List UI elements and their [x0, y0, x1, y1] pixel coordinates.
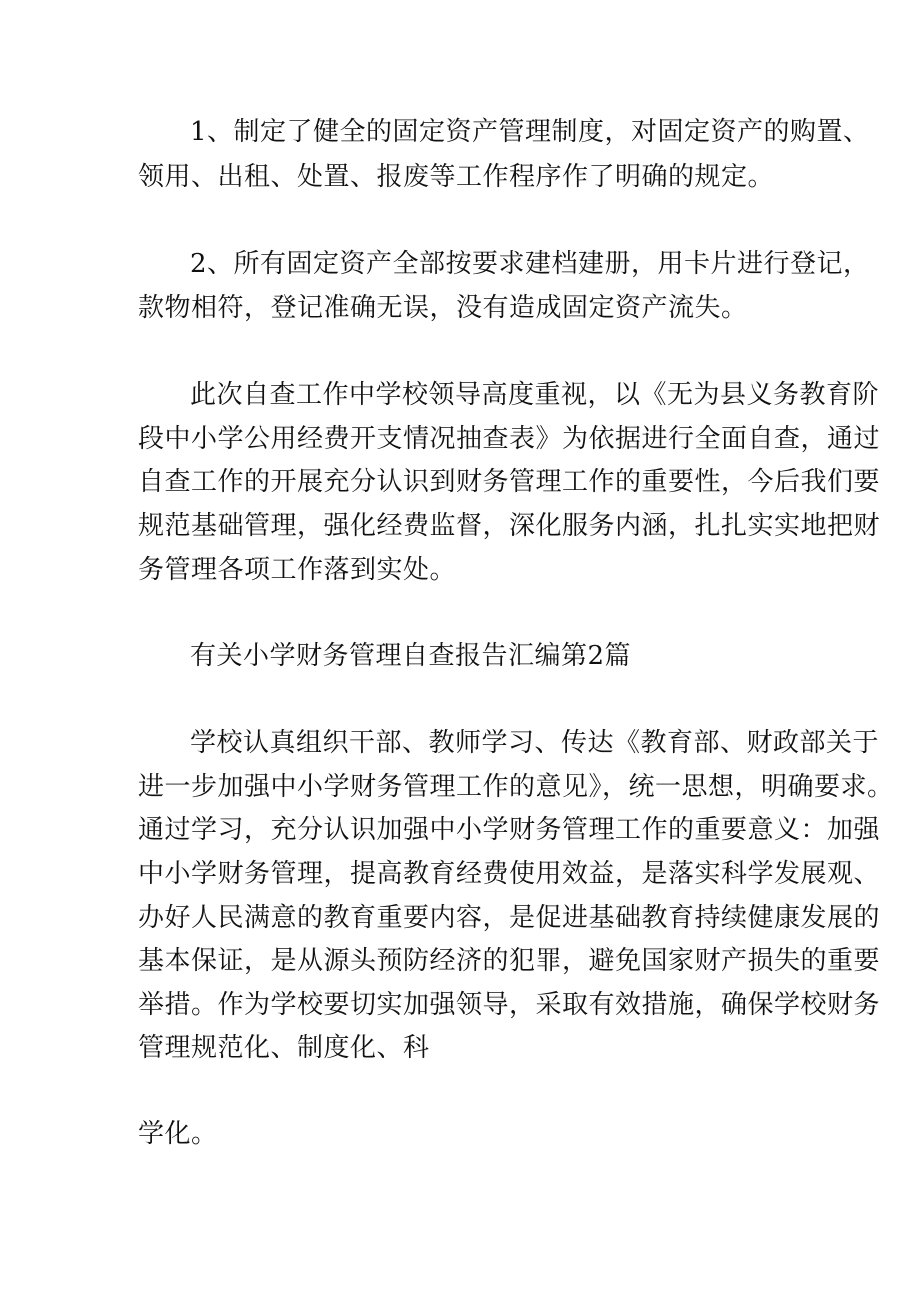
paragraph-2-line-2: 款物相符，登记准确无误，没有造成固定资产流失。 [138, 293, 748, 323]
paragraph-3-line-4: 规范基础管理，强化经费监督，深化服务内涵，扎扎实实地把财 [138, 511, 881, 541]
paragraph-4-line-2: 进一步加强中小学财务管理工作的意见》，统一思想，明确要求。 [138, 772, 894, 802]
paragraph-3-line-2: 段中小学公用经费开支情况抽查表》为依据进行全面自查，通过 [138, 424, 881, 454]
paragraph-4-line-7: 举措。作为学校要切实加强领导，采取有效措施，确保学校财务 [138, 990, 881, 1020]
paragraph-4-line-1: 学校认真组织干部、教师学习、传达《教育部、财政部关于 [190, 728, 880, 758]
paragraph-1-line-1: 1、制定了健全的固定资产管理制度，对固定资产的购置、 [190, 117, 870, 147]
paragraph-4-line-5: 办好人民满意的教育重要内容，是促进基础教育持续健康发展的 [138, 903, 881, 933]
paragraph-1-line-2: 领用、出租、处置、报废等工作程序作了明确的规定。 [138, 162, 775, 192]
paragraph-4-line-3: 通过学习，充分认识加强中小学财务管理工作的重要意义：加强 [138, 815, 881, 845]
paragraph-4-line-8: 管理规范化、制度化、科 [138, 1033, 430, 1063]
paragraph-3-line-1: 此次自查工作中学校领导高度重视，以《无为县义务教育阶 [190, 380, 880, 410]
paragraph-3-line-5: 务管理各项工作落到实处。 [138, 555, 457, 585]
paragraph-5-line-1: 学化。 [138, 1119, 218, 1149]
section-heading: 有关小学财务管理自查报告汇编第2篇 [190, 641, 632, 671]
paragraph-4-line-6: 基本保证，是从源头预防经济的犯罪，避免国家财产损失的重要 [138, 946, 881, 976]
paragraph-3-line-3: 自查工作的开展充分认识到财务管理工作的重要性，今后我们要 [138, 467, 881, 497]
paragraph-2-line-1: 2、所有固定资产全部按要求建档建册，用卡片进行登记， [190, 249, 870, 279]
paragraph-4-line-4: 中小学财务管理，提高教育经费使用效益，是落实科学发展观、 [138, 859, 881, 889]
